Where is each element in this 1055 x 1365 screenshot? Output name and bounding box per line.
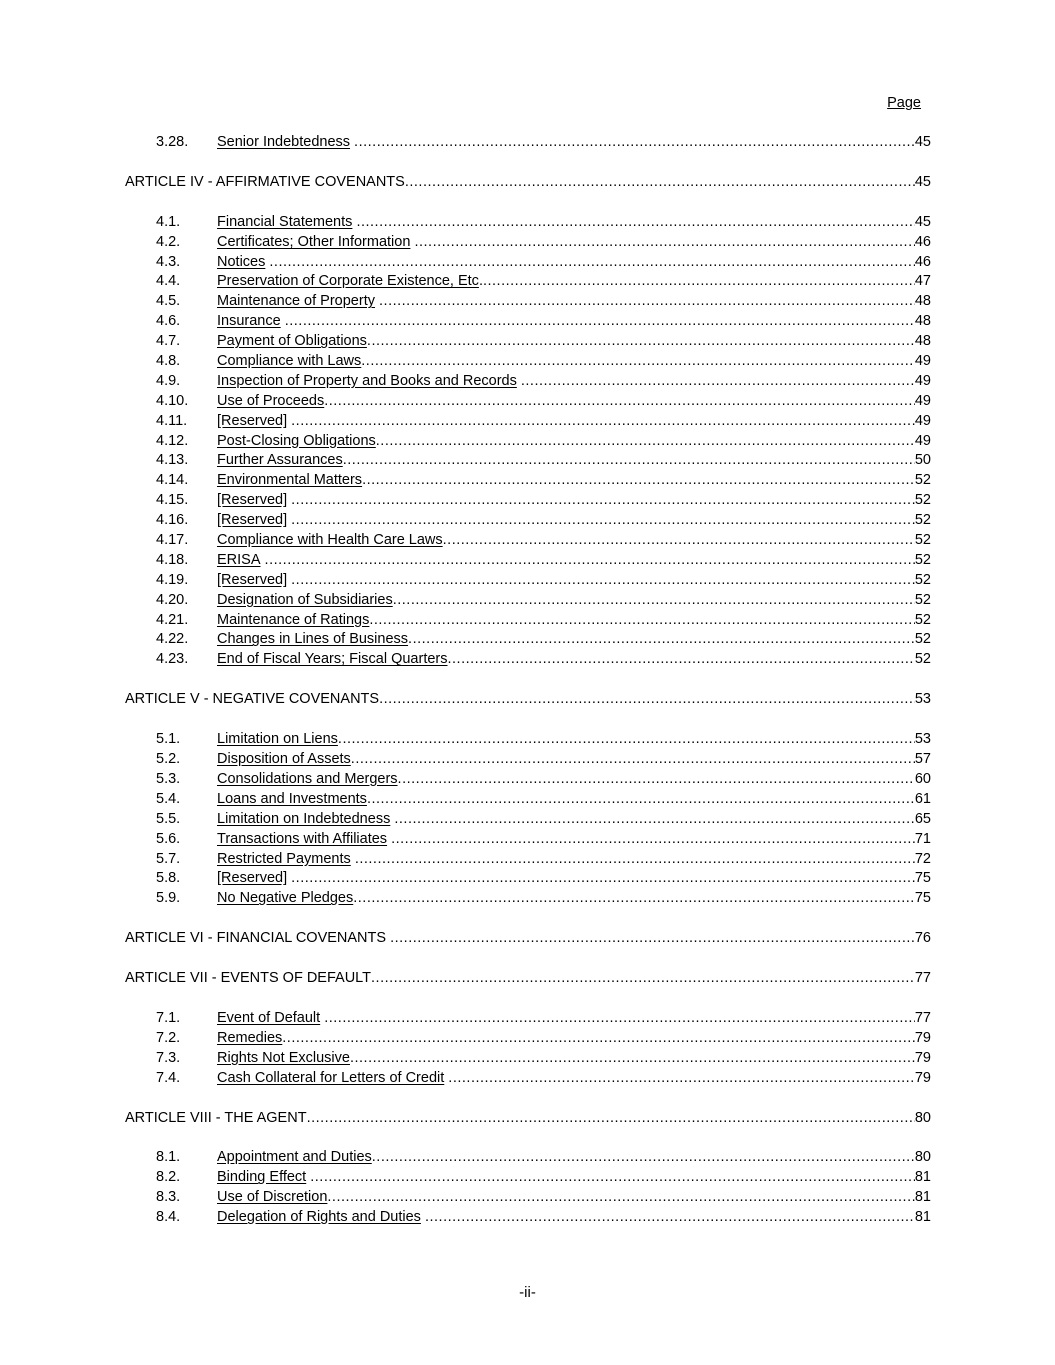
dot-leader <box>324 392 915 412</box>
toc-section-number: 8.2. <box>156 1169 181 1186</box>
toc-section-row[interactable] <box>0 770 1055 790</box>
toc-section-row[interactable] <box>0 1009 1055 1029</box>
toc-section-row[interactable] <box>0 412 1055 432</box>
toc-section-row[interactable] <box>0 1029 1055 1049</box>
toc-page-number: 52 <box>914 512 931 529</box>
toc-page-number: 72 <box>914 850 931 867</box>
page-number: -ii- <box>519 1284 536 1301</box>
toc-section-link[interactable]: Delegation of Rights and Duties <box>217 1209 421 1226</box>
toc-section-link[interactable]: Maintenance of Property <box>217 293 375 310</box>
dot-leader <box>269 253 914 273</box>
toc-section-number: 7.4. <box>156 1069 181 1086</box>
dot-leader <box>310 1168 915 1188</box>
toc-section-number: 8.1. <box>156 1149 181 1166</box>
toc-section-link[interactable]: [Reserved] <box>217 870 288 887</box>
dot-leader <box>343 451 915 471</box>
toc-section-row[interactable] <box>0 392 1055 412</box>
toc-section-number: 4.2. <box>156 233 181 250</box>
toc-article-row[interactable] <box>0 690 1055 710</box>
toc-section-row[interactable] <box>0 432 1055 452</box>
dot-leader <box>398 770 915 790</box>
toc-section-row[interactable] <box>0 253 1055 273</box>
toc-section-number: 4.8. <box>156 353 181 370</box>
toc-page-number: 52 <box>914 571 931 588</box>
toc-section-link[interactable]: Financial Statements <box>217 213 353 230</box>
toc-section-row[interactable] <box>0 750 1055 770</box>
toc-section-number: 4.10. <box>156 392 189 409</box>
toc-page-number: 77 <box>914 1009 931 1026</box>
toc-page-number: 60 <box>914 770 931 787</box>
toc-section-row[interactable] <box>0 451 1055 471</box>
toc-page-number: 47 <box>914 273 931 290</box>
toc-section-link[interactable]: Further Assurances <box>217 452 343 469</box>
toc-section-number: 4.23. <box>156 651 189 668</box>
dot-leader <box>367 790 915 810</box>
toc-section-link[interactable]: [Reserved] <box>217 492 288 509</box>
toc-article-row[interactable] <box>0 173 1055 193</box>
toc-section-number: 5.6. <box>156 830 181 847</box>
toc-section-number: 4.15. <box>156 492 189 509</box>
toc-page-number: 79 <box>914 1069 931 1086</box>
toc-section-row[interactable] <box>0 213 1055 233</box>
toc-section-link[interactable]: Post-Closing Obligations <box>217 432 376 449</box>
dot-leader <box>443 531 915 551</box>
toc-section-row[interactable] <box>0 133 1055 153</box>
toc-section-number: 5.1. <box>156 731 181 748</box>
toc-section-number: 8.4. <box>156 1209 181 1226</box>
dot-leader <box>362 471 915 491</box>
dot-leader <box>414 233 914 253</box>
toc-section-link[interactable]: Changes in Lines of Business <box>217 631 409 648</box>
toc-page-number: 65 <box>914 810 931 827</box>
toc-section-number: 5.4. <box>156 790 181 807</box>
toc-section-row[interactable] <box>0 332 1055 352</box>
toc-section-link[interactable]: Loans and Investments <box>217 790 367 807</box>
toc-section-number: 5.2. <box>156 751 181 768</box>
toc-page-number: 77 <box>914 970 931 987</box>
toc-page-number: 79 <box>914 1049 931 1066</box>
dot-leader <box>379 292 915 312</box>
toc-page-number: 75 <box>914 890 931 907</box>
toc-section-number: 7.3. <box>156 1049 181 1066</box>
toc-section-link[interactable]: Notices <box>217 253 266 270</box>
dot-leader <box>291 869 915 889</box>
toc-section-row[interactable] <box>0 830 1055 850</box>
toc-section-link[interactable]: ERISA <box>217 551 261 568</box>
toc-section-number: 4.22. <box>156 631 189 648</box>
toc-section-row[interactable] <box>0 730 1055 750</box>
toc-section-number: 7.2. <box>156 1029 181 1046</box>
toc-section-row[interactable] <box>0 850 1055 870</box>
dot-leader <box>285 312 915 332</box>
toc-section-number: 4.5. <box>156 293 181 310</box>
toc-section-row[interactable] <box>0 372 1055 392</box>
toc-section-row[interactable] <box>0 889 1055 909</box>
toc-section-number: 5.3. <box>156 770 181 787</box>
dot-leader <box>372 1148 915 1168</box>
toc-section-link[interactable]: Compliance with Laws <box>217 353 362 370</box>
dot-leader <box>448 1069 915 1089</box>
toc-article-row[interactable] <box>0 969 1055 989</box>
toc-article-title: ARTICLE VI - FINANCIAL COVENANTS <box>125 930 387 947</box>
toc-page-number: 49 <box>914 372 931 389</box>
dot-leader <box>338 730 915 750</box>
toc-page-number: 81 <box>914 1189 931 1206</box>
toc-page-number: 52 <box>914 532 931 549</box>
toc-page-number: 46 <box>914 233 931 250</box>
toc-page-number: 49 <box>914 392 931 409</box>
toc-section-row[interactable] <box>0 591 1055 611</box>
toc-section-number: 4.20. <box>156 591 189 608</box>
dot-leader <box>393 591 915 611</box>
toc-section-number: 5.8. <box>156 870 181 887</box>
toc-section-number: 5.9. <box>156 890 181 907</box>
toc-page-number: 52 <box>914 631 931 648</box>
dot-leader <box>356 213 914 233</box>
toc-page-number: 45 <box>914 213 931 230</box>
dot-leader <box>405 173 915 193</box>
dot-leader <box>282 1029 915 1049</box>
toc-section-link[interactable]: Remedies <box>217 1029 283 1046</box>
toc-page-number: 52 <box>914 651 931 668</box>
dot-leader <box>448 650 915 670</box>
toc-page-number: 53 <box>914 691 931 708</box>
toc-section-link[interactable]: Consolidations and Mergers <box>217 770 398 787</box>
toc-page-number: 81 <box>914 1209 931 1226</box>
toc-page-number: 49 <box>914 412 931 429</box>
toc-section-link[interactable]: Event of Default <box>217 1009 321 1026</box>
toc-section-number: 4.13. <box>156 452 189 469</box>
toc-article-row[interactable] <box>0 1109 1055 1129</box>
toc-section-row[interactable] <box>0 1049 1055 1069</box>
toc-section-row[interactable] <box>0 1188 1055 1208</box>
dot-leader <box>324 1009 915 1029</box>
toc-section-number: 7.1. <box>156 1009 181 1026</box>
toc-section-link[interactable]: Transactions with Affiliates <box>217 830 388 847</box>
dot-leader <box>351 750 915 770</box>
toc-article-title: ARTICLE V - NEGATIVE COVENANTS <box>125 691 380 708</box>
toc-section-number: 4.4. <box>156 273 181 290</box>
toc-page-number: 79 <box>914 1029 931 1046</box>
dot-leader <box>390 929 915 949</box>
toc-section-number: 4.18. <box>156 551 189 568</box>
toc-section-number: 4.17. <box>156 532 189 549</box>
toc-article-title: ARTICLE IV - AFFIRMATIVE COVENANTS <box>125 173 405 190</box>
toc-section-link[interactable]: Rights Not Exclusive <box>217 1049 350 1066</box>
toc-section-number: 3.28. <box>156 134 189 150</box>
toc-page-number: 53 <box>914 731 931 748</box>
toc-page-number: 52 <box>914 551 931 568</box>
toc-section-row[interactable] <box>0 312 1055 332</box>
toc-section-link[interactable]: Maintenance of Ratings <box>217 611 370 628</box>
toc-section-link[interactable]: Use of Discretion <box>217 1189 328 1206</box>
toc-section-link[interactable]: [Reserved] <box>217 571 288 588</box>
toc-section-number: 4.12. <box>156 432 189 449</box>
dot-leader <box>265 551 915 571</box>
toc-section-link[interactable]: Compliance with Health Care Laws <box>217 532 443 549</box>
toc-section-row[interactable] <box>0 790 1055 810</box>
toc-section-row[interactable] <box>0 1208 1055 1228</box>
toc-section-link[interactable]: Certificates; Other Information <box>217 233 411 250</box>
toc-page-number: 45 <box>914 173 931 190</box>
dot-leader <box>354 133 915 153</box>
toc-section-number: 4.19. <box>156 571 189 588</box>
toc-page-number: 80 <box>914 1109 931 1126</box>
toc-section-row[interactable] <box>0 611 1055 631</box>
toc-section-row[interactable] <box>0 352 1055 372</box>
toc-page-number: 48 <box>914 293 931 310</box>
toc-article-title: ARTICLE VIII - THE AGENT <box>125 1109 307 1126</box>
dot-leader <box>291 511 915 531</box>
dot-leader <box>391 830 915 850</box>
toc-section-row[interactable] <box>0 1148 1055 1168</box>
toc-section-row[interactable] <box>0 650 1055 670</box>
toc-section-row[interactable] <box>0 511 1055 531</box>
toc-section-link[interactable]: Cash Collateral for Letters of Credit <box>217 1069 445 1086</box>
toc-section-number: 8.3. <box>156 1189 181 1206</box>
toc-page-number: 48 <box>914 313 931 330</box>
toc-section-row[interactable] <box>0 471 1055 491</box>
toc-section-link[interactable]: Limitation on Indebtedness <box>217 810 391 827</box>
dot-leader <box>483 272 915 292</box>
toc-section-link[interactable]: Appointment and Duties <box>217 1149 372 1166</box>
toc-page-number: 75 <box>914 870 931 887</box>
toc-section-row[interactable] <box>0 531 1055 551</box>
toc-page-number: 45 <box>914 134 931 150</box>
toc-section-number: 5.5. <box>156 810 181 827</box>
toc-section-link[interactable]: Disposition of Assets <box>217 751 351 768</box>
toc-section-row[interactable] <box>0 233 1055 253</box>
toc-section-row[interactable] <box>0 1168 1055 1188</box>
toc-article-title: ARTICLE VII - EVENTS OF DEFAULT <box>125 970 372 987</box>
toc-page-number: 52 <box>914 472 931 489</box>
dot-leader <box>408 630 915 650</box>
toc-article-row[interactable] <box>0 929 1055 949</box>
toc-section-row[interactable] <box>0 571 1055 591</box>
toc-section-row[interactable] <box>0 272 1055 292</box>
toc-page-number: 61 <box>914 790 931 807</box>
dot-leader <box>291 571 915 591</box>
toc-section-number: 4.6. <box>156 313 181 330</box>
toc-page-number: 81 <box>914 1169 931 1186</box>
toc-page-number: 49 <box>914 353 931 370</box>
toc-section-link[interactable]: Payment of Obligations <box>217 333 367 350</box>
dot-leader <box>291 491 915 511</box>
toc-section-link[interactable]: Environmental Matters <box>217 472 363 489</box>
dot-leader <box>521 372 915 392</box>
toc-page-number: 57 <box>914 751 931 768</box>
dot-leader <box>376 432 915 452</box>
toc-section-number: 4.1. <box>156 213 181 230</box>
toc-section-link[interactable]: Inspection of Property and Books and Records <box>217 372 517 389</box>
dot-leader <box>425 1208 915 1228</box>
toc-section-link[interactable]: End of Fiscal Years; Fiscal Quarters <box>217 651 448 668</box>
toc-section-link[interactable]: [Reserved] <box>217 412 288 429</box>
toc-section-number: 4.14. <box>156 472 189 489</box>
dot-leader <box>355 850 915 870</box>
dot-leader <box>394 810 915 830</box>
toc-section-number: 4.16. <box>156 512 189 529</box>
toc-section-link[interactable]: Insurance <box>217 313 281 330</box>
toc-page-number: 49 <box>914 432 931 449</box>
toc-section-number: 4.21. <box>156 611 189 628</box>
toc-page-number: 76 <box>914 930 931 947</box>
page-column-label: Page <box>887 95 921 111</box>
toc-section-row[interactable] <box>0 1069 1055 1089</box>
toc-page-number: 80 <box>914 1149 931 1166</box>
toc-section-row[interactable] <box>0 630 1055 650</box>
dot-leader <box>367 332 915 352</box>
toc-section-link[interactable]: Binding Effect <box>217 1169 307 1186</box>
toc-section-link[interactable]: Restricted Payments <box>217 850 351 867</box>
toc-section-row[interactable] <box>0 292 1055 312</box>
toc-page-number: 50 <box>914 452 931 469</box>
toc-section-number: 4.11. <box>156 412 188 429</box>
toc-section-row[interactable] <box>0 869 1055 889</box>
toc-section-link[interactable]: Preservation of Corporate Existence, Etc <box>217 273 479 290</box>
toc-page-number: 52 <box>914 492 931 509</box>
toc-page-number: 48 <box>914 333 931 350</box>
table-of-contents <box>0 133 1055 1228</box>
toc-section-link[interactable]: No Negative Pledges <box>217 890 354 907</box>
toc-section-row[interactable] <box>0 810 1055 830</box>
dot-leader <box>379 690 915 710</box>
toc-page-number: 71 <box>914 830 931 847</box>
dot-leader <box>291 412 915 432</box>
toc-section-number: 5.7. <box>156 850 181 867</box>
dot-leader <box>327 1188 914 1208</box>
toc-section-row[interactable] <box>0 551 1055 571</box>
dot-leader <box>307 1109 915 1129</box>
dot-leader <box>353 889 915 909</box>
toc-section-number: 4.9. <box>156 372 181 389</box>
toc-page-number: 52 <box>914 611 931 628</box>
toc-separator: . <box>478 273 483 290</box>
toc-section-link[interactable]: Use of Proceeds <box>217 392 325 409</box>
toc-section-number: 4.7. <box>156 333 181 350</box>
toc-section-link[interactable]: [Reserved] <box>217 512 288 529</box>
toc-section-link[interactable]: Designation of Subsidiaries <box>217 591 393 608</box>
toc-section-link[interactable]: Limitation on Liens <box>217 731 338 748</box>
dot-leader <box>350 1049 915 1069</box>
toc-section-row[interactable] <box>0 491 1055 511</box>
toc-page-number: 46 <box>914 253 931 270</box>
toc-section-link[interactable]: Senior Indebtedness <box>217 134 351 150</box>
toc-section-number: 4.3. <box>156 253 181 270</box>
dot-leader <box>369 611 915 631</box>
dot-leader <box>361 352 915 372</box>
toc-page-number: 52 <box>914 591 931 608</box>
dot-leader <box>371 969 915 989</box>
